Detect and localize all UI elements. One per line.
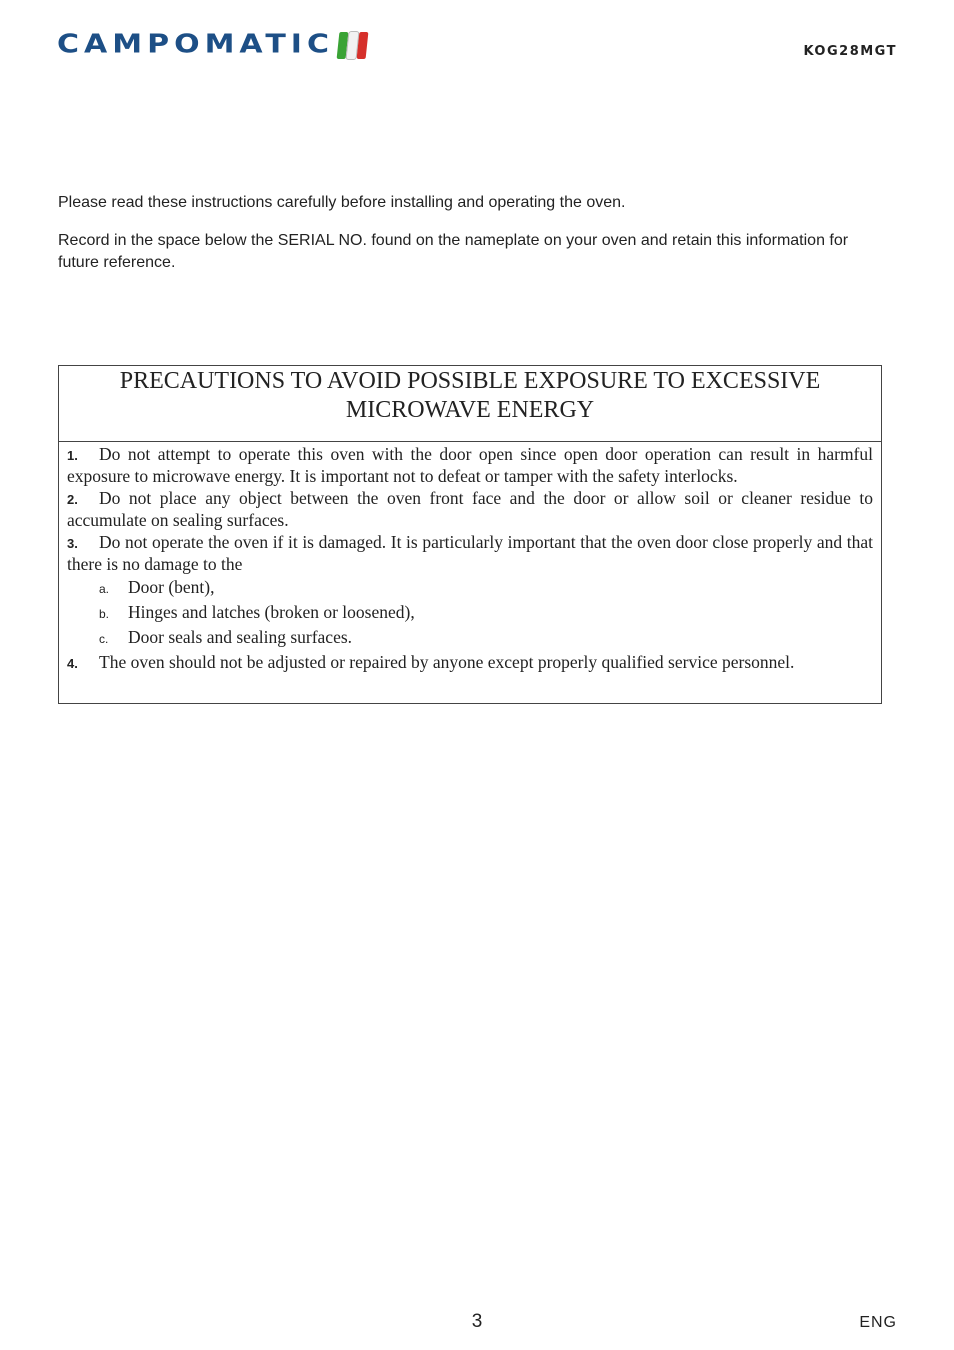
sub-list-item [67, 602, 873, 624]
sub-item-letter: c. [99, 632, 109, 646]
brand-logo [57, 30, 368, 60]
item-number: 3. [67, 536, 78, 551]
sub-item-letter: a. [99, 582, 110, 596]
sub-list-item [67, 627, 873, 649]
list-item [67, 532, 873, 574]
list-item [67, 444, 873, 486]
intro-paragraph-2: Record in the space below the SERIAL NO. found on the nameplate on your oven and retain this information for future reference. [58, 232, 849, 271]
list-item [67, 488, 873, 530]
item-text: Do not place any object between the oven front face and the door or allow soil or cleaner residue to accumulate on sealing surfaces. [67, 488, 873, 530]
sub-item-letter: b. [99, 607, 110, 621]
sub-item-text: Door seals and sealing surfaces. [128, 627, 353, 647]
list-item [67, 652, 873, 674]
item-text: The oven should not be adjusted or repaired by anyone except properly qualified service personnel. [99, 652, 795, 672]
precautions-title-line-2: MICROWAVE ENERGY [345, 397, 595, 423]
precautions-box [58, 365, 882, 704]
sub-item-text: Hinges and latches (broken or loosened), [128, 602, 415, 622]
item-number: 2. [67, 492, 78, 507]
intro-text [58, 192, 858, 290]
precautions-list [59, 444, 881, 674]
sub-list-item [67, 577, 873, 599]
sub-item-text: Door (bent), [128, 577, 215, 597]
item-number: 1. [67, 448, 78, 463]
brand-name: CAMPOMATIC [57, 29, 334, 60]
precautions-title-line-1: PRECAUTIONS TO AVOID POSSIBLE EXPOSURE TO EXCESSIVE [119, 368, 821, 394]
precautions-title [59, 366, 881, 442]
item-number: 4. [67, 656, 78, 671]
flag-stripe-red [357, 32, 369, 59]
model-number: KOG28MGT [803, 44, 897, 59]
intro-paragraph-1: Please read these instructions carefully before installing and operating the oven. [58, 194, 626, 211]
item-text: Do not operate the oven if it is damaged. It is particularly important that the oven door close properly and that there is no damage to the [67, 532, 873, 574]
language-code: ENG [859, 1314, 897, 1331]
item-text: Do not attempt to operate this oven with the door open since open door operation can result in harmful exposure to microwave energy. It is important not to defeat or tamper with the safety interlocks. [67, 444, 873, 486]
italian-flag-icon [337, 32, 370, 59]
page-number: 3 [471, 1311, 483, 1332]
